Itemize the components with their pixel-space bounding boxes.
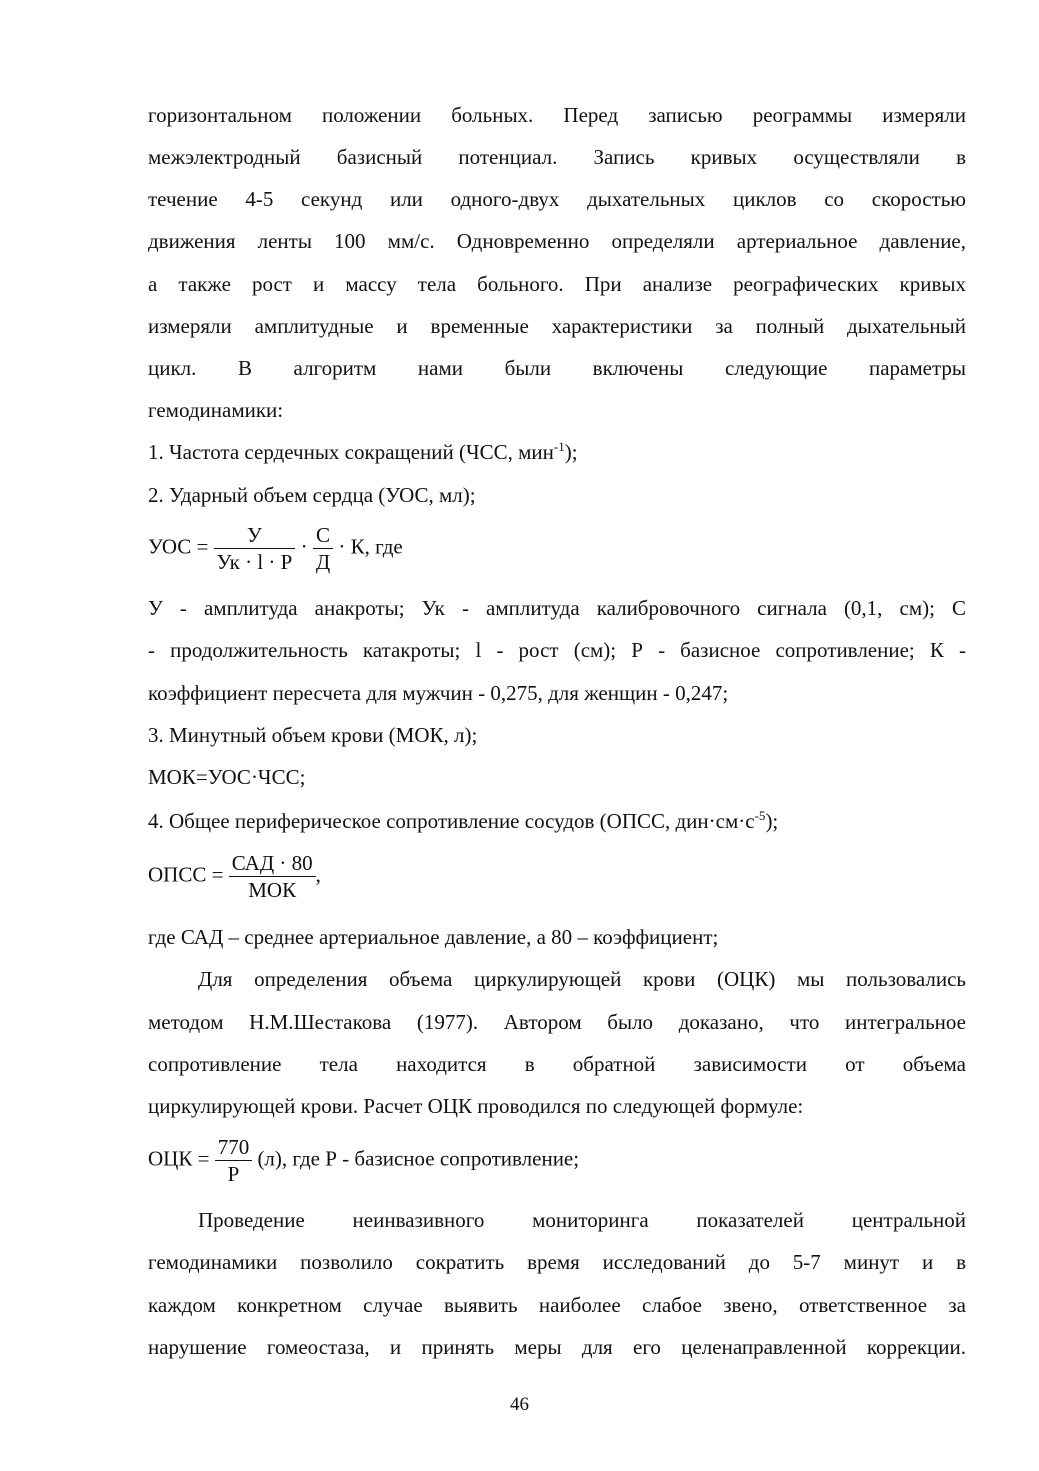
formula-ock: ОЦК = $\frac{770}{Р}$ (л), где Р - базисное сопротивление; [148,1135,580,1186]
paragraph3-line-4: нарушение гомеостаза, и принять меры для его целенаправленной коррекции. [148,1335,966,1359]
fraction-ock: $\frac{770}{Р}$ [215,1134,253,1187]
paragraph3-line-3: каждом конкретном случае выявить наиболее слабое звено, ответственное за [148,1293,966,1317]
superscript: -1 [553,439,565,454]
fraction-opss: $\frac{\text{САД · 80}}{\text{МОК}}$ [229,850,316,903]
formula-opss: ОПСС = $\frac{\text{САД · 80}}{\text{МОК}}$ , [148,851,321,902]
list-item-minute-volume: 3. Минутный объем крови (МОК, л); [148,723,478,747]
paragraph1-line-5: а также рост и массу тела больного. При анализе реографических кривых [148,272,966,296]
paragraph1-line-3: течение 4-5 секунд или одного-двух дыхательных циклов со скоростью [148,187,966,211]
paragraph1-line-1: горизонтальном положении больных. Перед записью реограммы измеряли [148,103,966,127]
list-item-stroke-volume: 2. Ударный объем сердца (УОС, мл); [148,483,476,507]
paragraph2-line-2: методом Н.М.Шестакова (1977). Автором было доказано, что интегральное [148,1010,966,1034]
paragraph1-line-7: цикл. В алгоритм нами были включены следующие параметры [148,356,966,380]
fraction-uos-2: $\frac{С}{Д}$ [313,522,333,575]
superscript: -5 [754,808,766,823]
list-item-heart-rate: 1. Частота сердечных сокращений (ЧСС, мин$^{-1}$); [148,439,578,464]
paragraph2-line-1: Для определения объема циркулирующей крови (ОЦК) мы пользовались [198,967,966,991]
paragraph1-line-6: измеряли амплитудные и временные характеристики за полный дыхательный [148,314,966,338]
paragraph1-last-line: гемодинамики: [148,398,284,422]
paragraph3-line-2: гемодинамики позволило сократить время исследований до 5-7 минут и в [148,1250,966,1274]
fraction-uos-1: $\frac{У}{Ук \cdot l \cdot Р}$ [214,522,296,575]
legend-last-line: коэффициент пересчета для мужчин - 0,275, для женщин - 0,247; [148,681,729,705]
page-number: 46 [510,1394,529,1415]
list-item-peripheral-resistance: 4. Общее периферическое сопротивление сосудов (ОПСС, $дин\cdot см\cdot с^{-5}$); [148,808,779,833]
opss-note: где САД – среднее артериальное давление, а 80 – коэффициент; [148,925,719,949]
formula-uos: УОС = $\frac{У}{Ук \cdot l \cdot Р}$ · $\frac{С}{Д}$ · К, где [148,523,403,574]
paragraph2-last-line: циркулирующей крови. Расчет ОЦК проводился по следующей формуле: [148,1094,804,1118]
paragraph3-line-1: Проведение неинвазивного мониторинга показателей центральной [198,1208,966,1232]
paragraph1-line-2: межэлектродный базисный потенциал. Запись кривых осуществляли в [148,145,966,169]
legend-line-2: - продолжительность катакроты; l - рост (см); Р - базисное сопротивление; К - [148,638,966,662]
paragraph2-line-3: сопротивление тела находится в обратной зависимости от объема [148,1052,966,1076]
paragraph1-line-4: движения ленты 100 мм/с. Одновременно определяли артериальное давление, [148,229,966,253]
legend-line-1: У - амплитуда анакроты; Ук - амплитуда калибровочного сигнала (0,1, см); С [148,596,966,620]
formula-mok: МОК=УОС·ЧСС; [148,765,306,789]
